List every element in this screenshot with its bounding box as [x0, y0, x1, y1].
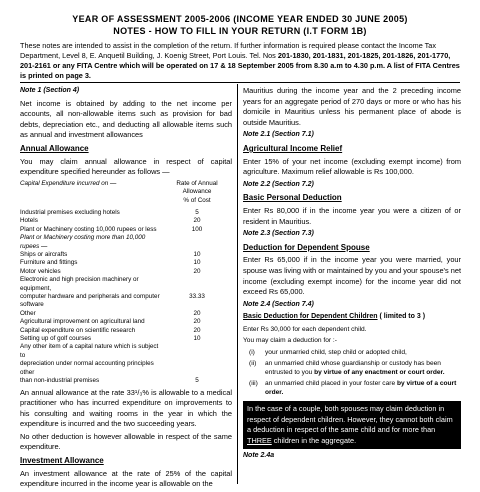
annual-allowance-paragraph: You may claim annual allowance in respect of capital expenditure specified hereunder as follows — [20, 156, 232, 177]
list-item [249, 379, 461, 398]
table-header-right: Rate of Annual Allowance [176, 179, 218, 196]
note-2-4-heading: Note 2.4 (Section 7.4) [243, 300, 314, 308]
table-cell-item: Agricultural improvement on agricultural land [20, 318, 145, 326]
list-item [249, 359, 461, 378]
table-cell-rate: 20 [193, 217, 201, 225]
couple-notice-text-b: children in the aggregate. [271, 435, 357, 445]
children-paragraph: Enter Rs 30,000 for each dependent child. [243, 325, 367, 333]
note-2-3-heading: Note 2.3 (Section 7.3) [243, 230, 314, 238]
residence-paragraph: Mauritius during the income year and the 2 preceding income years for an aggregate period of 270 days or more or who has his domicile in Mauritius unless his permanent place of abode is outside Mauritius. [243, 86, 461, 127]
table-row [20, 318, 232, 326]
table-row [20, 226, 232, 234]
table-row [20, 310, 232, 318]
note1-heading: Note 1 (Section 4) [20, 87, 80, 94]
list-item-number: (iii) [249, 379, 258, 387]
table-cell-rate: 5 [195, 377, 199, 385]
table-cell-item: Ships or aircrafts [20, 251, 68, 258]
no-other-deduction-paragraph: No other deduction is however allowable in respect of the same expenditure. [20, 431, 232, 452]
table-row [20, 335, 232, 343]
list-item-plain: your unmarried child, step child or adopted child, [265, 349, 407, 357]
list-item [249, 348, 461, 358]
right-column [243, 86, 461, 462]
table-cell-rate: 10 [193, 335, 201, 343]
table-row [20, 360, 232, 377]
column-divider [237, 84, 238, 484]
investment-allowance-heading: Investment Allowance [20, 456, 104, 466]
note-2-2-heading: Note 2.2 (Section 7.2) [243, 180, 314, 188]
table-cell-rate: 5 [195, 208, 199, 216]
list-item-plain: an unmarried child whose guardianship or custody has been entrusted to you [265, 359, 441, 377]
table-cell-rate [162, 360, 232, 377]
agricultural-relief-paragraph: Enter 15% of your net income (excluding exempt income) from agriculture. Maximum relief allowable is Rs 100,000. [243, 156, 461, 177]
table-cell-rate: 20 [193, 267, 201, 275]
header-title: YEAR OF ASSESSMENT 2005-2006 (INCOME YEAR ENDED 30 JUNE 2005) [72, 14, 408, 24]
table-cell-item: Plant or Machinery costing more than 10,000 rupees — [20, 234, 146, 250]
left-column [20, 86, 232, 492]
list-item-bold: by virtue of any enactment or court order. [314, 369, 445, 377]
page-header [0, 14, 480, 37]
basic-deduction-paragraph: Enter Rs 80,000 if in the income year you were a citizen of or resident in Mauritius. [243, 205, 461, 226]
children-list [243, 348, 461, 398]
couple-notice-text-a: In the case of a couple, both spouses may claim deduction in respect of dependent children. However, they cannot both claim a deduction in respect of the same child and for more than [247, 404, 453, 435]
dependent-spouse-heading: Deduction for Dependent Spouse [243, 242, 370, 252]
table-cell-rate: 20 [193, 326, 201, 334]
children-claim-paragraph: You may claim a deduction for :- [243, 337, 337, 345]
list-item-text [265, 379, 461, 398]
table-row [20, 343, 232, 360]
couple-notice-three: THREE [247, 435, 272, 445]
children-limit: ( limited to 3 ) [379, 313, 426, 321]
table-cell-item: than non-industrial premises [20, 377, 100, 385]
table-header-row [20, 180, 232, 197]
table-cell-item: Motor vehicles [20, 267, 61, 275]
table-row [20, 217, 232, 225]
table-cell-rate: 33.33 [189, 293, 205, 301]
table-cell-item: depreciation under normal accounting principles other [20, 360, 154, 376]
header-divider [20, 82, 460, 83]
table-unit-row [20, 197, 232, 205]
list-item-text [265, 359, 461, 378]
note-2-4a-heading: Note 2.4a [243, 452, 275, 460]
table-cell-item: Furniture and fittings [20, 259, 78, 267]
table-row [20, 209, 232, 217]
table-cell-rate [162, 276, 232, 293]
list-item-text [265, 348, 407, 358]
table-cell-rate: 20 [193, 318, 201, 326]
table-row [20, 293, 232, 310]
table-cell-rate [162, 234, 232, 251]
children-heading: Basic Deduction for Dependent Children [243, 313, 378, 321]
annual-allowance-heading: Annual Allowance [20, 143, 89, 153]
table-cell-rate: 20 [193, 309, 201, 317]
table-cell-item: Industrial premises excluding hotels [20, 208, 120, 216]
table-cell-item: Capital expenditure on scientific research [20, 326, 136, 334]
header-subtitle: NOTES - HOW TO FILL IN YOUR RETURN (I.T FORM 1B) [113, 26, 367, 36]
table-cell-item: computer hardware and peripherals and computer software [20, 293, 160, 309]
table-cell-rate [162, 343, 232, 360]
list-item-number: (ii) [249, 359, 257, 367]
agricultural-relief-heading: Agricultural Income Relief [243, 143, 343, 153]
table-row [20, 377, 232, 385]
basic-deduction-heading: Basic Personal Deduction [243, 193, 342, 203]
list-item-number: (i) [249, 349, 255, 357]
table-cell-item: Setting up of golf courses [20, 335, 92, 343]
table-cell-item: Plant or Machinery costing 10,000 rupees or less [20, 225, 157, 233]
table-cell-item: Electronic and high precision machinery or equipment, [20, 276, 139, 292]
table-cell-rate: 100 [191, 225, 203, 233]
table-cell-rate: 10 [193, 259, 201, 267]
list-item-bold: by virtue of a court order. [265, 379, 457, 397]
note-2-1-heading: Note 2.1 (Section 7.1) [243, 131, 314, 139]
list-item-plain: an unmarried child placed in your foster care [265, 379, 397, 387]
table-cell-item: Hotels [20, 217, 38, 225]
table-row [20, 234, 232, 251]
intro-contacts: 201-1830, 201-1831, 201-1825, 201-1826, 201-1770, 201-2161 or any FITA Centre which will be operated on 17 & 18 September 2005 from 8.30 a.m to 4.30 p.m. A list of FITA Centres is printed on page 3. [20, 51, 460, 80]
table-cell-rate: 10 [193, 251, 201, 258]
table-row [20, 251, 232, 259]
couple-notice-box [243, 401, 461, 449]
allowance-table [20, 180, 232, 386]
table-header-left: Capital Expenditure incurred on — [20, 179, 117, 187]
investment-allowance-paragraph: An investment allowance at the rate of 25% of the capital expenditure incurred in the income year is allowable on the [20, 468, 232, 489]
intro-text: These notes are intended to assist in the completion of the return. If further information is required please contact the Income Tax Department, Level 8, E. Anquetil Building, J. Koenig Street, Port Louis. Tel. Nos [20, 41, 437, 60]
note1-paragraph: Net income is obtained by adding to the net income per accounts, all non-allowable items such as provision for bad debts, depreciation etc., and deducting all allowable items such as annual and investment allowances [20, 98, 232, 140]
table-row [20, 268, 232, 276]
table-row [20, 259, 232, 267]
table-cell-item: Any other item of a capital nature which is subject to [20, 343, 159, 359]
dependent-spouse-paragraph: Enter Rs 65,000 if in the income year you were married, your spouse was living with or maintained by you and your spouse's net income (excluding exempt income) for the income year did not exceed Rs 65,000. [243, 255, 461, 297]
table-cell-item: Other [20, 309, 36, 317]
children-heading-line [243, 312, 461, 323]
table-row [20, 327, 232, 335]
table-header-unit: % of Cost [183, 196, 211, 204]
medical-practitioner-paragraph: An annual allowance at the rate 33¹/₃% is allowable to a medical practitioner who has incurred expenditure on improvements to his consulting and waiting rooms in the year in which the expenditure is incurred and the two succeeding years. [20, 387, 232, 429]
intro-paragraph [20, 41, 460, 81]
table-row [20, 276, 232, 293]
